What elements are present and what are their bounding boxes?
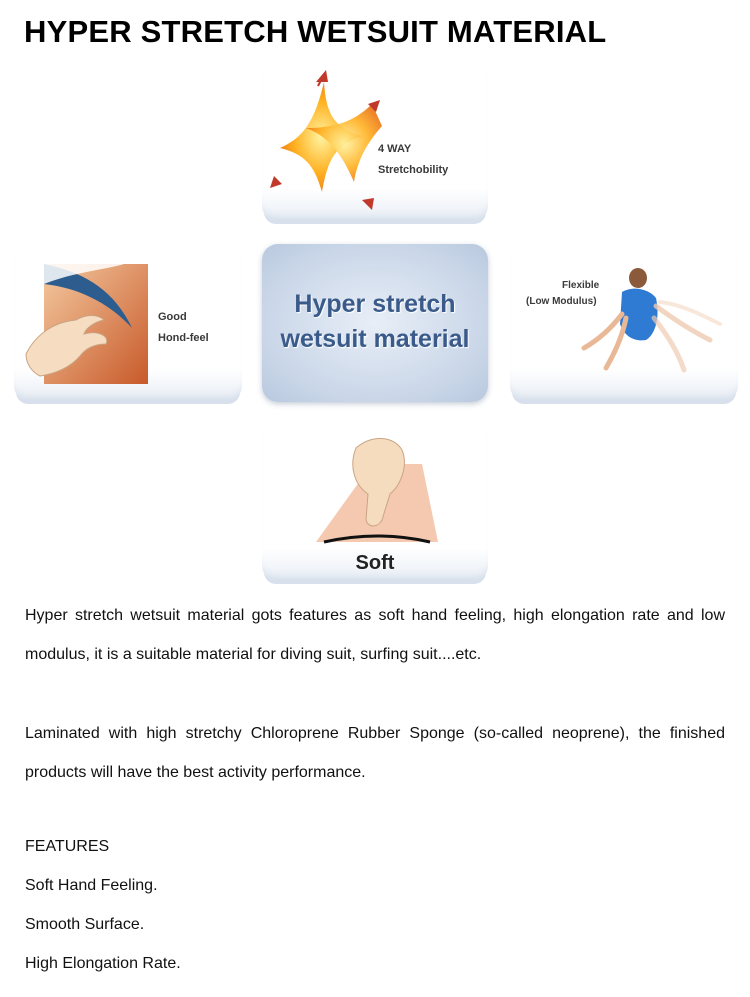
soft-card bbox=[262, 424, 488, 580]
star-icon bbox=[262, 64, 488, 220]
center-panel bbox=[262, 244, 488, 402]
soft-label: Soft bbox=[355, 552, 395, 574]
stretch-label-line2: Stretchobility bbox=[378, 164, 449, 176]
hand-feel-card bbox=[14, 244, 242, 400]
flexible-label-line1: Flexible bbox=[562, 280, 600, 291]
stretch-label-line1: 4 WAY bbox=[378, 143, 412, 155]
hand-icon bbox=[14, 244, 242, 400]
lamination-paragraph: Laminated with high stretchy Chloroprene Rubber Sponge (so-called neoprene), the finished products will have the best activity performance. bbox=[25, 725, 725, 781]
center-title-line2: wetsuit material bbox=[280, 325, 470, 353]
hand-feel-label-line1: Good bbox=[158, 311, 187, 323]
stretch-card bbox=[262, 64, 488, 220]
features-heading: FEATURES bbox=[25, 838, 110, 855]
flexible-label-line2: (Low Modulus) bbox=[526, 296, 597, 307]
hand-feel-label-line2: Hond-feel bbox=[158, 332, 209, 344]
feature-item: Smooth Surface. bbox=[25, 916, 145, 933]
intro-paragraph: Hyper stretch wetsuit material gots features as soft hand feeling, high elongation rate and low modulus, it is a suitable material for diving suit, surfing suit....etc. bbox=[25, 607, 725, 663]
page-title: HYPER STRETCH WETSUIT MATERIAL bbox=[24, 14, 607, 49]
feature-item: High Elongation Rate. bbox=[25, 955, 181, 972]
center-title-line1: Hyper stretch bbox=[294, 290, 456, 318]
person-icon bbox=[510, 244, 738, 400]
feature-item: Soft Hand Feeling. bbox=[25, 877, 158, 894]
feature-diagram bbox=[0, 60, 750, 590]
flexible-card bbox=[510, 244, 738, 400]
